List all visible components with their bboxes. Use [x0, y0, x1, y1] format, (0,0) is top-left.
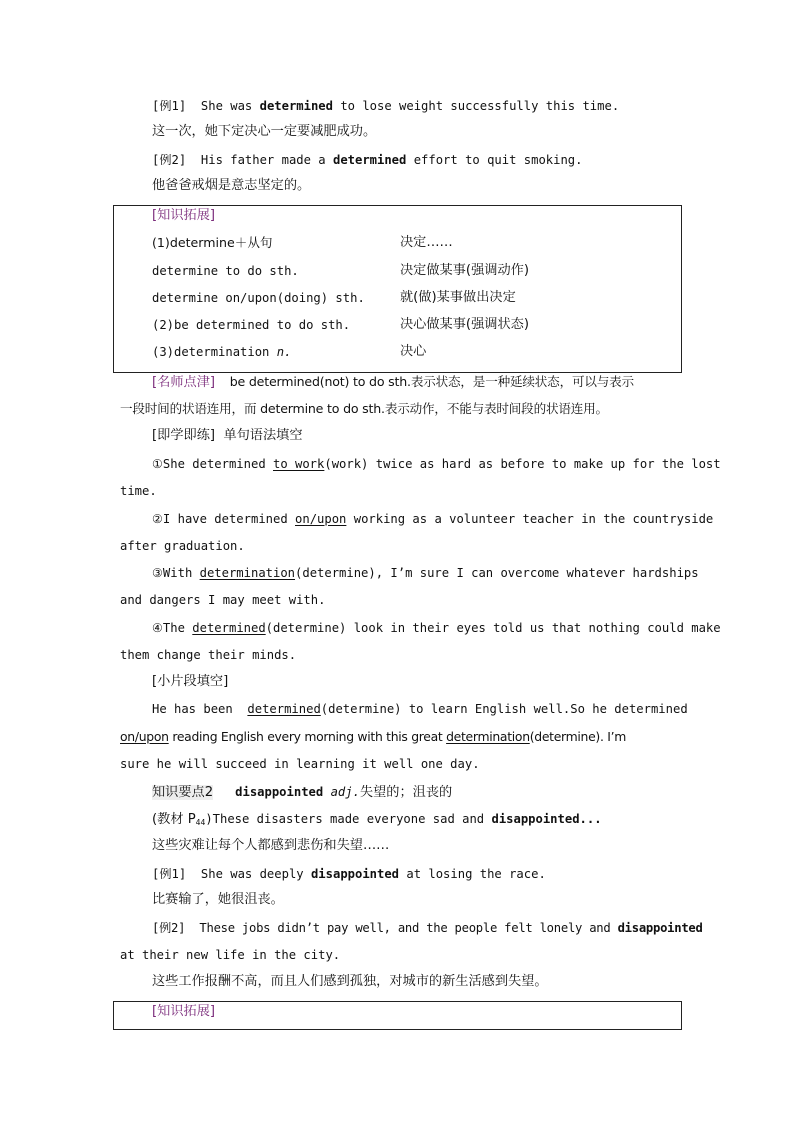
teacher-tip-text: 一段时间的状语连用，而 determine to do sth.表示动作，不能与表时间段的状语连用。 — [120, 401, 608, 416]
question-text: ②I have determined — [152, 512, 288, 526]
source-ref: (教材 P — [152, 812, 196, 827]
fragment-text: He has been — [152, 702, 233, 716]
kb-row-cn: 决定…… — [400, 235, 453, 250]
fragment-line-3: sure he will succeed in learning it well one day. — [120, 757, 480, 771]
kb-row-cn: 决心 — [400, 344, 427, 359]
question-3 — [152, 565, 699, 581]
example-3-translation: 比赛输了，她很沮丧。 — [152, 892, 284, 907]
practice-heading — [152, 428, 303, 444]
example-tag: [例2] — [152, 921, 186, 935]
example-text: His father made a — [200, 153, 326, 167]
practice-tag: [即学即练] — [152, 428, 216, 443]
answer-blank: on/upon — [120, 729, 169, 744]
example-2 — [152, 152, 582, 168]
question-2-cont: after graduation. — [120, 539, 245, 553]
kb-row-en — [152, 344, 291, 360]
fragment-text: (determine) to learn English well.So he determined — [320, 702, 688, 716]
point-label: 知识要点2 — [152, 785, 214, 800]
example-tag: [例2] — [152, 153, 187, 167]
question-4 — [152, 620, 721, 636]
question-text: (determine), I’m sure I can overcome whatever hardships — [295, 566, 699, 580]
example-4-cont: at their new life in the city. — [120, 948, 341, 962]
knowledge-point-2 — [152, 784, 452, 801]
question-text: ③With — [152, 566, 193, 580]
fragment-heading: [小片段填空] — [152, 674, 229, 689]
practice-title: 单句语法填空 — [223, 428, 303, 443]
example-3 — [152, 866, 546, 882]
example-1-translation: 这一次，她下定决心一定要减肥成功。 — [152, 124, 377, 139]
kb-row-cn: 就(做)某事做出决定 — [400, 290, 516, 305]
example-4-translation: 这些工作报酬不高，而且人们感到孤独，对城市的新生活感到失望。 — [152, 974, 548, 989]
question-3-cont: and dangers I may meet with. — [120, 593, 326, 607]
fragment-line-2 — [120, 729, 626, 745]
example-text: effort to quit smoking. — [413, 153, 583, 167]
example-2-translation: 他爸爸戒烟是意志坚定的。 — [152, 178, 311, 193]
answer-blank: on/upon — [295, 512, 347, 526]
question-text: ①She determined — [152, 457, 266, 471]
answer-blank: to work — [273, 457, 325, 471]
fragment-line-1 — [152, 701, 688, 717]
teacher-tip — [152, 374, 634, 391]
question-text: ④The — [152, 621, 185, 635]
knowledge-expansion-title: [知识拓展] — [152, 208, 216, 223]
question-text: (work) twice as hard as before to make up for the lost — [324, 457, 721, 471]
example-4 — [152, 920, 703, 936]
kb-row-cn: 决定做某事(强调动作) — [400, 263, 529, 278]
example-tag: [例1] — [152, 99, 187, 113]
part-of-speech: adj. — [330, 785, 360, 799]
keyword: determined — [332, 153, 407, 167]
fragment-text: reading English every morning with this great — [172, 729, 443, 744]
kb-row-text: (3)determination — [152, 345, 270, 359]
answer-blank: determination — [446, 729, 530, 744]
question-1 — [152, 456, 721, 472]
source-text: )These disasters made everyone sad and — [205, 812, 485, 826]
answer-blank: determined — [247, 702, 321, 716]
question-text: working as a volunteer teacher in the countryside — [353, 512, 714, 526]
keyword: disappointed... — [491, 812, 602, 826]
keyword: determined — [259, 99, 333, 113]
point-meaning: 失望的；沮丧的 — [359, 785, 453, 800]
answer-blank: determination — [199, 566, 296, 580]
example-text: to lose weight successfully this time. — [340, 99, 620, 113]
teacher-tip-text: be determined(not) to do sth.表示状态，是一种延续状态，可以与表示 — [229, 374, 634, 389]
teacher-tip-tag: [名师点津] — [152, 375, 216, 390]
example-tag: [例1] — [152, 867, 187, 881]
knowledge-expansion-title-2: [知识拓展] — [152, 1004, 216, 1019]
question-1-cont: time. — [120, 484, 157, 498]
kb-row-en: determine to do sth. — [152, 264, 299, 278]
point-word: disappointed — [235, 785, 324, 799]
example-text: She was deeply — [200, 867, 304, 881]
kb-row-en: determine on/upon(doing) sth. — [152, 291, 365, 305]
example-text: She was — [200, 99, 253, 113]
textbook-source-translation: 这些灾难让每个人都感到悲伤和失望…… — [152, 838, 390, 853]
example-text: at losing the race. — [406, 867, 546, 881]
example-text: These jobs didn’t pay well, and the people felt lonely and — [199, 921, 611, 935]
kb-row-en: (1)determine＋从句 — [152, 235, 273, 250]
question-4-cont: them change their minds. — [120, 648, 297, 662]
example-1 — [152, 98, 619, 114]
keyword: disappointed — [310, 867, 400, 881]
fragment-text: (determine). I’m — [529, 729, 626, 744]
question-2 — [152, 511, 713, 527]
answer-blank: determined — [192, 621, 266, 635]
part-of-speech: n. — [276, 345, 292, 359]
textbook-source — [152, 811, 602, 831]
kb-row-cn: 决心做某事(强调状态) — [400, 317, 529, 332]
kb-row-en: (2)be determined to do sth. — [152, 318, 351, 332]
source-page: 44 — [195, 818, 206, 827]
question-text: (determine) look in their eyes told us that nothing could make — [265, 621, 721, 635]
keyword: disappointed — [617, 921, 703, 935]
